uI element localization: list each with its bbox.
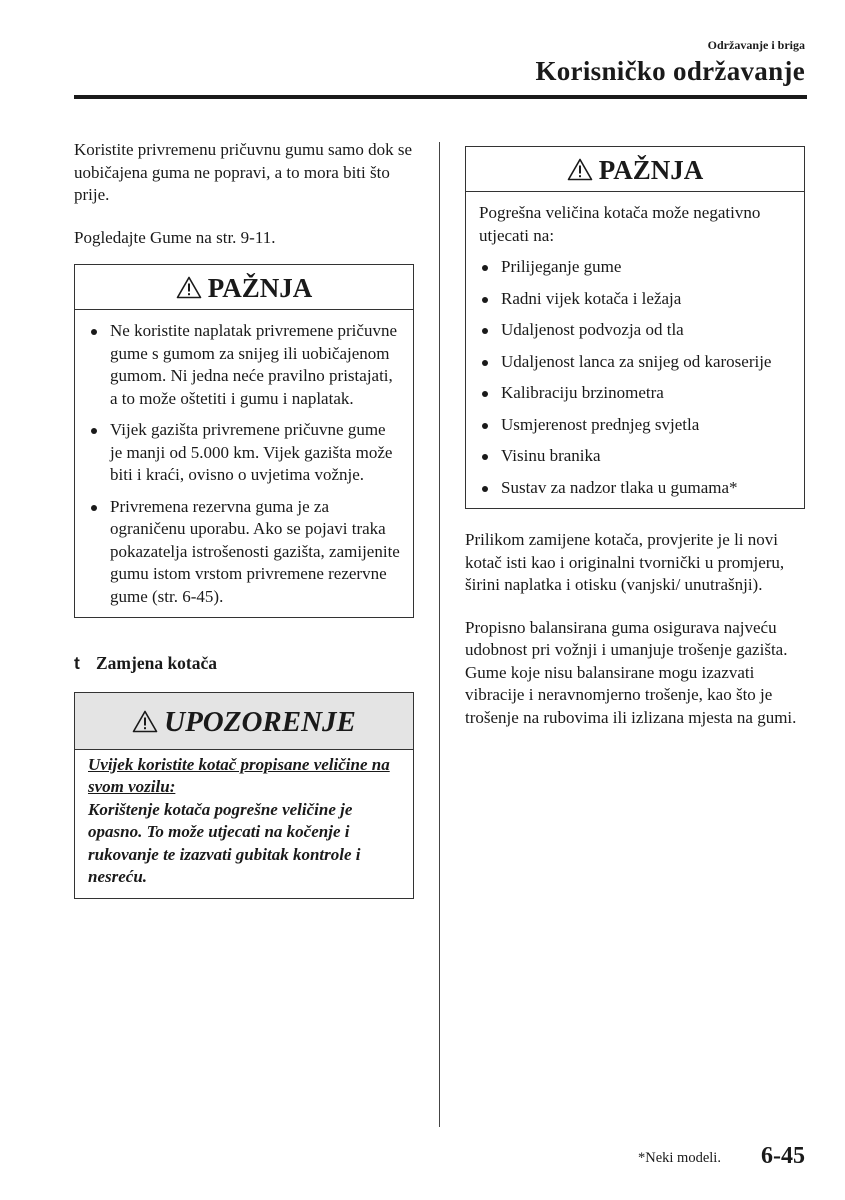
warning-underlined-text: Uvijek koristite kotač propisane veličine na svom vozilu: — [88, 754, 390, 796]
caution-list — [88, 320, 401, 608]
bullet-icon — [482, 423, 488, 429]
list-item-text: Kalibraciju brzinometra — [501, 383, 664, 402]
caution-body — [466, 192, 804, 508]
wheel-replacement-paragraph: Prilikom zamijene kotača, provjerite je li novi kotač isti kao i originalni tvornički u promjeru, širini naplatka i otisku (vanjski/ unutrašnji). — [465, 530, 785, 594]
bullet-icon — [482, 454, 488, 460]
column-divider — [439, 142, 440, 1127]
list-item — [88, 496, 401, 609]
list-item — [479, 477, 792, 500]
list-item — [479, 445, 792, 468]
list-item-text: Usmjerenost prednjeg svjetla — [501, 414, 700, 434]
right-column — [465, 146, 805, 749]
list-item — [88, 419, 401, 487]
footnote: *Neki modeli. — [638, 1150, 721, 1166]
caution-header — [75, 265, 413, 310]
left-column — [74, 139, 414, 899]
page-title: Korisničko održavanje — [535, 56, 805, 86]
list-item-text: Radni vijek kotača i ležaja — [501, 288, 682, 308]
list-item — [479, 319, 792, 342]
bullet-icon — [91, 329, 97, 335]
bullet-icon — [482, 265, 488, 271]
balancing-paragraph: Propisno balansirana guma osigurava najveću udobnost pri vožnji i umanjuje trošenje gazišta. Gume koje nisu balansirane mogu izazvati vibracije i neravnomjerno trošenje, kao što je trošenje na rubovima ili izlizana mjesta na gumi. — [465, 617, 797, 727]
caution-header — [466, 147, 804, 192]
caution-box-spare — [74, 264, 414, 618]
bullet-icon — [482, 328, 488, 334]
warning-header — [75, 693, 413, 750]
warning-title: UPOZORENJE — [164, 705, 356, 738]
list-item — [479, 256, 792, 279]
bullet-icon — [482, 486, 488, 492]
list-item — [479, 414, 792, 437]
caution-box-wheel-size — [465, 146, 805, 509]
subsection-title: Zamjena kotača — [96, 653, 218, 673]
list-item — [479, 382, 792, 405]
list-item-text: Vijek gazišta privremene pričuvne gume je manji od 5.000 km. Vijek gazišta može biti i kraći, ovisno o uvjetima vožnje. — [110, 420, 393, 484]
section-label: Održavanje i briga — [707, 38, 805, 52]
header-rule — [74, 95, 807, 99]
list-item-text: Ne koristite naplatak privremene pričuvne gume s gumom za snijeg ili uobičajenom gumom. Ni jedna neće pravilno pristajati, a to može oštetiti i gumu i naplatak. — [110, 321, 397, 408]
list-item-text: Sustav za nadzor tlaka u gumama* — [501, 477, 738, 497]
subsection-heading — [74, 652, 414, 675]
caution-title: PAŽNJA — [598, 155, 704, 185]
list-item — [88, 320, 401, 410]
spare-tire-paragraph: Koristite privremenu pričuvnu gumu samo dok se uobičajena guma ne popravi, a to mora biti što prije. — [74, 140, 413, 204]
bullet-icon — [91, 505, 97, 511]
caution-list — [479, 256, 792, 499]
bullet-icon — [482, 360, 488, 366]
warning-text: Korištenje kotača pogrešne veličine je opasno. To može utjecati na kočenje i rukovanje te izazvati gubitak kontrole i nesreću. — [88, 799, 361, 886]
section-marker-icon: t — [74, 653, 80, 673]
caution-intro: Pogrešna veličina kotača može negativno utjecati na: — [479, 203, 761, 245]
page-number: 6-45 — [761, 1143, 805, 1169]
warning-triangle-icon — [132, 695, 158, 753]
list-item-text: Udaljenost lanca za snijeg od karoserije — [501, 351, 772, 371]
list-item-text: Visinu branika — [501, 446, 601, 465]
list-item-text: Privremena rezervna guma je za ograničenu uporabu. Ako se pojavi traka pokazatelja istrošenosti gazišta, zamijenite gumu istom vrstom privremene rezervne gume (str. 6-45). — [110, 496, 400, 606]
tires-reference-paragraph: Pogledajte Gume na str. 9-11. — [74, 227, 276, 247]
warning-body — [75, 750, 413, 898]
bullet-icon — [482, 297, 488, 303]
bullet-icon — [482, 391, 488, 397]
warning-triangle-icon — [176, 267, 202, 313]
warning-box — [74, 692, 414, 899]
caution-body — [75, 310, 413, 617]
warning-triangle-icon — [567, 149, 593, 195]
caution-title: PAŽNJA — [207, 273, 313, 303]
bullet-icon — [91, 428, 97, 434]
list-item-text: Udaljenost podvozja od tla — [501, 320, 684, 339]
list-item — [479, 288, 792, 311]
list-item-text: Prilijeganje gume — [501, 257, 622, 276]
list-item — [479, 351, 792, 374]
